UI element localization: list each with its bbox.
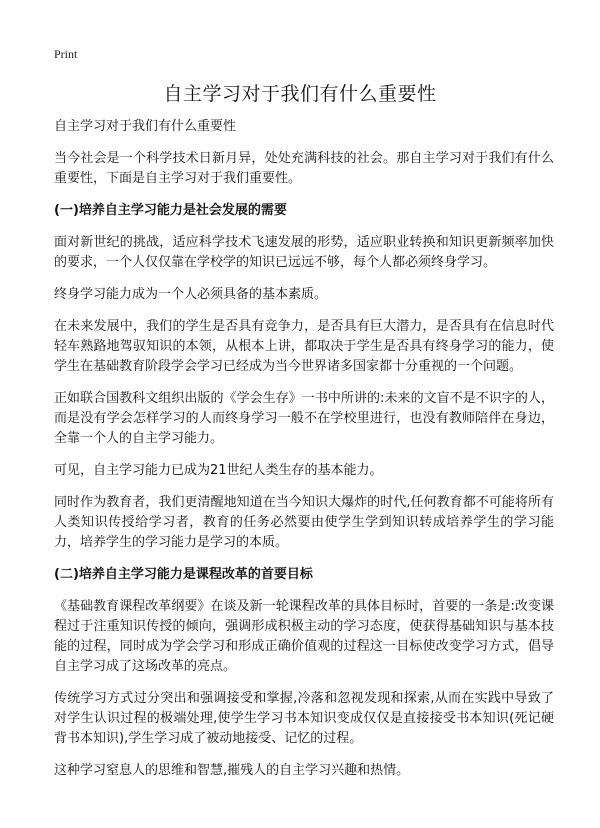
intro-paragraph: 当今社会是一个科学技术日新月异，处处充满科技的社会。那自主学习对于我们有什么重要性，下面是自主学习对于我们重要性。 (54, 151, 554, 186)
paragraph: 这种学习窒息人的思维和智慧,摧残人的自主学习兴趣和热情。 (54, 763, 410, 778)
paragraph: 同时作为教育者，我们更清醒地知道在当今知识大爆炸的时代,任何教育都不可能将所有人类知识传授给学习者，教育的任务必然要由使学生学到知识转成培养学生的学习能力，培养学生的学习能力是学习的本质。 (54, 495, 554, 550)
paragraph: 可见，自主学习能力已成为21世纪人类生存的基本能力。 (54, 463, 383, 478)
paragraph: 面对新世纪的挑战，适应科学技术飞速发展的形势，适应职业转换和知识更新频率加快的要求，一个人仅仅靠在学校学的知识已远远不够，每个人都必须终身学习。 (54, 235, 554, 270)
paragraph: 《基础教育课程改革纲要》在谈及新一轮课程改革的具体目标时，首要的一条是:改变课程过于注重知识传授的倾向，强调形成积极主动的学习态度，使获得基础知识与基本技能的过程，同时成为学会学习和形成正确价值观的过程这一目标使改变学习方式，倡导自主学习成了这场改革的亮点。 (54, 599, 554, 674)
print-link[interactable]: Print (54, 47, 78, 61)
section-1-heading: (一)培养自主学习能力是社会发展的需要 (54, 203, 287, 218)
paragraph: 终身学习能力成为一个人必须具备的基本素质。 (54, 287, 328, 302)
paragraph: 在未来发展中，我们的学生是否具有竞争力，是否具有巨大潜力，是否具有在信息时代轻车熟路地驾驭知识的本领，从根本上讲，都取决于学生是否具有终身学习的能力，使学生在基础教育阶段学会学习已经成为当今世界诸多国家都十分重视的一个问题。 (54, 319, 554, 374)
article-subtitle: 自主学习对于我们有什么重要性 (54, 119, 237, 134)
page-title: 自主学习对于我们有什么重要性 (163, 83, 437, 105)
paragraph: 传统学习方式过分突出和强调接受和掌握,冷落和忽视发现和探索,从而在实践中导致了对学生认识过程的极端处理,使学生学习书本知识变成仅仅是直接接受书本知识(死记硬背书本知识),学生学习成了被动地接受、记忆的过程。 (54, 691, 554, 746)
article-body (54, 117, 554, 793)
section-2-heading: (二)培养自主学习能力是课程改革的首要目标 (54, 567, 313, 582)
paragraph: 正如联合国教科文组织出版的《学会生存》一书中所讲的:未来的文盲不是不识字的人，而是没有学会怎样学习的人而终身学习一般不在学校里进行，也没有教师陪伴在身边，全靠一个人的自主学习能力。 (54, 391, 554, 446)
